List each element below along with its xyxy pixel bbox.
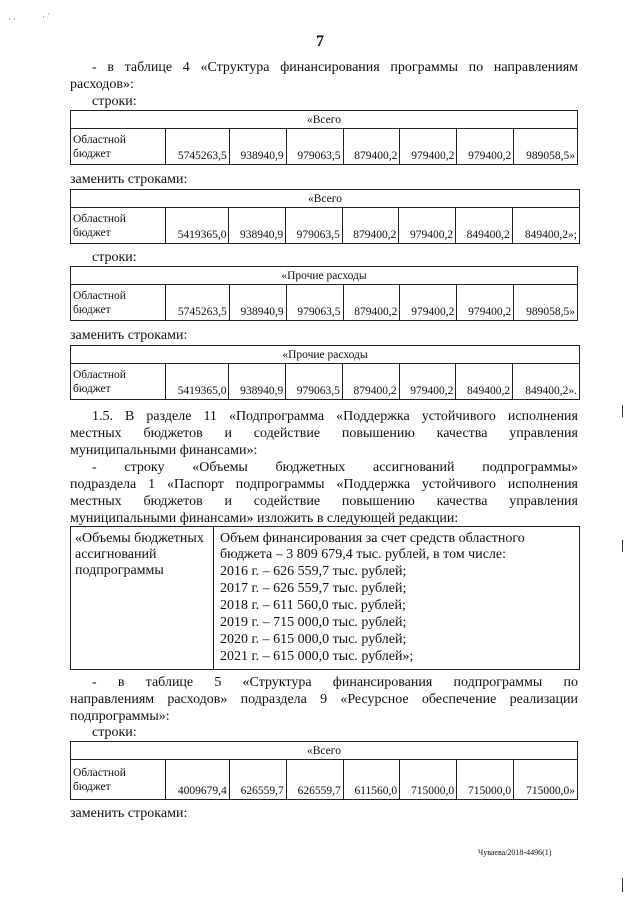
paragraph-line: местных бюджетов и содействие повышению качества управления — [70, 494, 578, 509]
table-cell: 989058,5» — [514, 285, 578, 321]
budget-table — [70, 266, 578, 321]
table-cell: 715000,0 — [400, 760, 457, 800]
table-cell: 938940,9 — [229, 285, 286, 321]
table-header: «Всего — [71, 742, 578, 760]
paragraph-line: - в таблице 5 «Структура финансирования подпрограммы по — [92, 675, 578, 690]
scan-margin-mark — [622, 878, 623, 892]
passport-text: Объем финансирования за счет средств областного — [220, 531, 525, 546]
replace-label: заменить строками: — [70, 172, 188, 187]
passport-table — [70, 526, 580, 670]
passport-label: «Объемы бюджетных — [75, 531, 204, 546]
scan-margin-mark — [622, 405, 623, 417]
table-cell: 979400,2 — [399, 364, 456, 400]
table-cell: 849400,2»; — [512, 208, 579, 244]
scan-speck: · · — [8, 14, 17, 24]
table-cell: 715000,0» — [514, 760, 578, 800]
table-cell: 5745263,5 — [166, 285, 230, 321]
table-cell: 5745263,5 — [166, 129, 230, 165]
row-label: Областной бюджет — [71, 129, 166, 165]
passport-text: 2016 г. – 626 559,7 тыс. рублей; — [220, 564, 407, 579]
paragraph-line: муниципальными финансами»: — [70, 443, 258, 458]
paragraph-line: направлениям расходов» подраздела 9 «Ресурсное обеспечение реализации — [70, 692, 578, 707]
passport-label: подпрограммы — [75, 563, 164, 578]
passport-text: бюджета – 3 809 679,4 тыс. рублей, в том числе: — [220, 547, 507, 562]
table-cell: 849400,2 — [456, 364, 513, 400]
paragraph-line: подпрограммы»: — [70, 709, 170, 724]
table-cell: 979400,2 — [457, 129, 514, 165]
table-header: «Всего — [71, 111, 578, 129]
row-label: Областной бюджет — [71, 285, 166, 321]
paragraph-line: 1.5. В разделе 11 «Подпрограмма «Поддержка устойчивого исполнения — [92, 409, 578, 424]
paragraph-line: местных бюджетов и содействие повышению качества управления — [70, 426, 578, 441]
table-header: «Всего — [71, 190, 580, 208]
table-cell: 5419365,0 — [166, 208, 229, 244]
passport-text: 2019 г. – 715 000,0 тыс. рублей; — [220, 615, 407, 630]
row-label: Областной бюджет — [71, 364, 166, 400]
table-cell: 989058,5» — [514, 129, 578, 165]
table-cell: 979063,5 — [286, 285, 343, 321]
passport-text: 2017 г. – 626 559,7 тыс. рублей; — [220, 581, 407, 596]
table-cell: 938940,9 — [229, 129, 286, 165]
table-cell: 611560,0 — [343, 760, 399, 800]
table-cell: 979063,5 — [286, 129, 343, 165]
table-cell: 879400,2 — [343, 129, 400, 165]
row-label: Областной бюджет — [71, 208, 166, 244]
table-cell: 879400,2 — [342, 208, 399, 244]
paragraph-line: муниципальными финансами» изложить в следующей редакции: — [70, 511, 459, 526]
paragraph-line: - строку «Объемы бюджетных ассигнований подпрограммы» — [92, 460, 578, 475]
passport-text: 2018 г. – 611 560,0 тыс. рублей; — [220, 598, 406, 613]
paragraph-line: подраздела 1 «Паспорт подпрограммы «Поддержка устойчивого исполнения — [70, 477, 578, 492]
table-cell: 979400,2 — [400, 285, 457, 321]
rows-label: строки: — [92, 250, 137, 265]
table-cell: 879400,2 — [343, 285, 400, 321]
replace-label: заменить строками: — [70, 328, 188, 343]
table-cell: 979400,2 — [399, 208, 456, 244]
passport-label: ассигнований — [75, 547, 157, 562]
scan-margin-mark — [622, 540, 623, 552]
table-cell: 979063,5 — [286, 364, 343, 400]
budget-table — [70, 110, 578, 165]
passport-text: 2020 г. – 615 000,0 тыс. рублей; — [220, 632, 407, 647]
table-cell: 979400,2 — [457, 285, 514, 321]
footer-code: Чуваева/2018-4496(1) — [478, 848, 552, 857]
rows-label: строки: — [92, 94, 137, 109]
table-cell: 979400,2 — [400, 129, 457, 165]
budget-table — [70, 741, 578, 800]
table-cell: 938940,9 — [229, 208, 286, 244]
scan-speck: · ˙ — [42, 12, 51, 22]
page-number: 7 — [316, 33, 324, 50]
table-cell: 5419365,0 — [166, 364, 229, 400]
passport-text: 2021 г. – 615 000,0 тыс. рублей»; — [220, 649, 414, 664]
budget-table — [70, 189, 580, 244]
table-cell: 849400,2 — [456, 208, 513, 244]
table-cell: 715000,0 — [457, 760, 514, 800]
intro-line: расходов»: — [70, 77, 134, 92]
table-cell: 626559,7 — [229, 760, 286, 800]
table-header: «Прочие расходы — [71, 346, 580, 364]
table-cell: 4009679,4 — [166, 760, 230, 800]
intro-line: - в таблице 4 «Структура финансирования программы по направлениям — [92, 60, 578, 75]
table-cell: 849400,2». — [513, 364, 580, 400]
table-cell: 626559,7 — [286, 760, 343, 800]
table-header: «Прочие расходы — [71, 267, 578, 285]
row-label: Областной бюджет — [71, 760, 166, 800]
table-cell: 879400,2 — [342, 364, 399, 400]
table-cell: 979063,5 — [286, 208, 343, 244]
budget-table — [70, 345, 580, 400]
rows-label: строки: — [92, 725, 137, 740]
table-cell: 938940,9 — [229, 364, 286, 400]
replace-label: заменить строками: — [70, 806, 188, 821]
